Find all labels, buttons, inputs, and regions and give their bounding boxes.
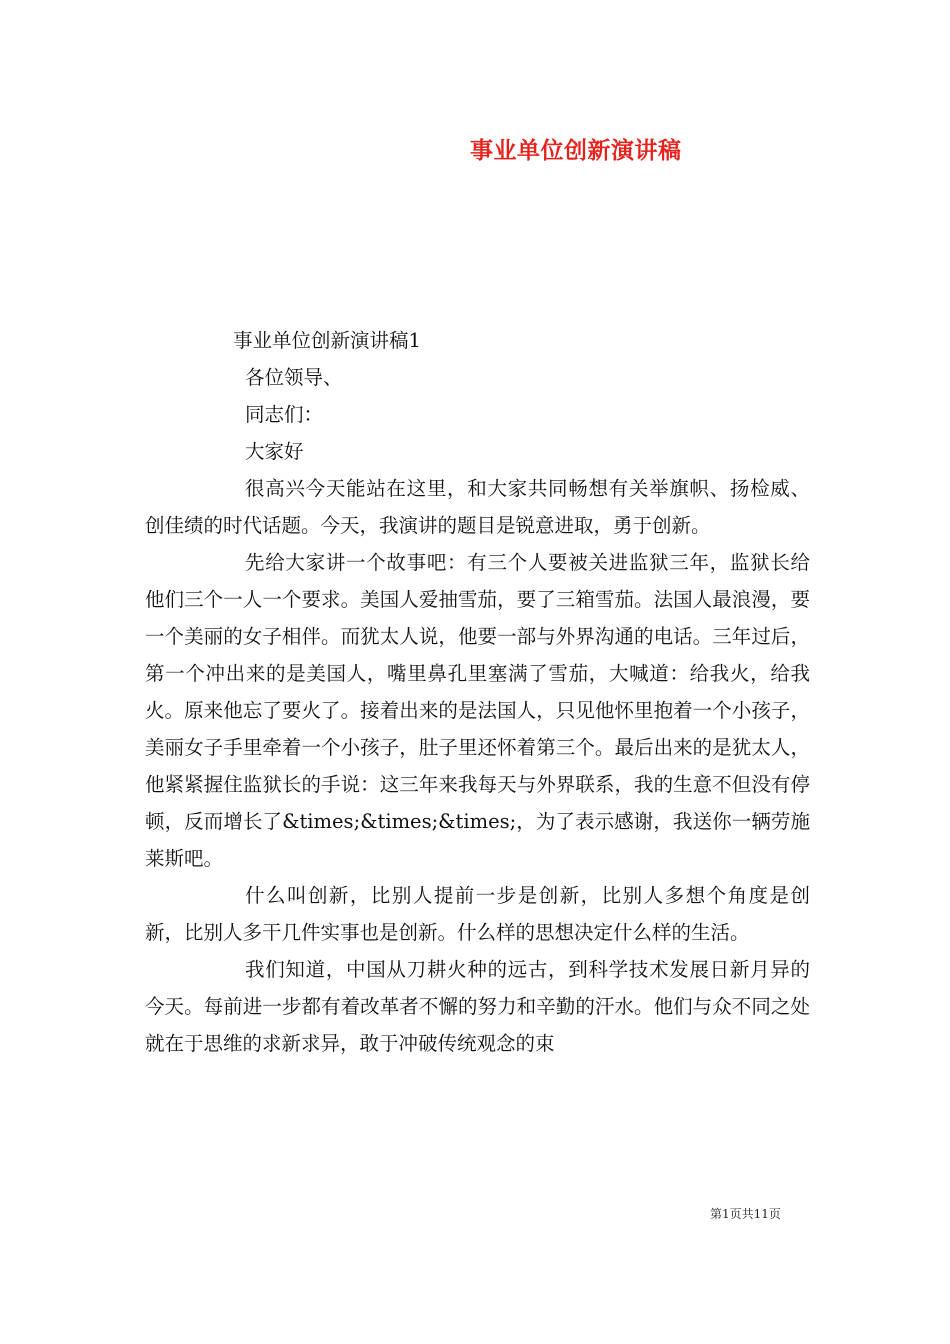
paragraph: 先给大家讲一个故事吧：有三个人要被关进监狱三年，监狱长给他们三个一人一个要求。美国人爱抽雪茄，要了三箱雪茄。法国人最浪漫，要一个美丽的女子相伴。而犹太人说，他要一部与外界沟通的电话。三年过后，第一个冲出来的是美国人，嘴里鼻孔里塞满了雪茄，大喊道：给我火，给我火。原来他忘了要火了。接着出来的是法国人，只见他怀里抱着一个小孩子，美丽女子手里牵着一个小孩子，肚子里还怀着第三个。最后出来的是犹太人，他紧紧握住监狱长的手说：这三年来我每天与外界联系，我的生意不但没有停顿，反而增长了&times;&times;&times;，为了表示感谢，我送你一辆劳施莱斯吧。	[145, 551, 810, 870]
salutation-line: 大家好	[245, 440, 304, 463]
page-number-footer: 第1页共11页	[710, 1207, 781, 1221]
document-body	[145, 322, 810, 1062]
section-heading: 事业单位创新演讲稿1	[233, 329, 421, 352]
paragraph: 我们知道，中国从刀耕火种的远古，到科学技术发展日新月异的今天。每前进一步都有着改革者不懈的努力和辛勤的汗水。他们与众不同之处就在于思维的求新求异，敢于冲破传统观念的束	[145, 958, 810, 1055]
paragraph: 很高兴今天能站在这里，和大家共同畅想有关举旗帜、扬检威、创佳绩的时代话题。今天，我演讲的题目是锐意进取，勇于创新。	[145, 477, 810, 537]
paragraph: 什么叫创新，比别人提前一步是创新，比别人多想个角度是创新，比别人多干几件实事也是创新。什么样的思想决定什么样的生活。	[145, 884, 810, 944]
document-title: 事业单位创新演讲稿	[470, 137, 682, 164]
salutation-line: 同志们：	[245, 403, 324, 426]
salutation-line: 各位领导、	[245, 366, 343, 389]
